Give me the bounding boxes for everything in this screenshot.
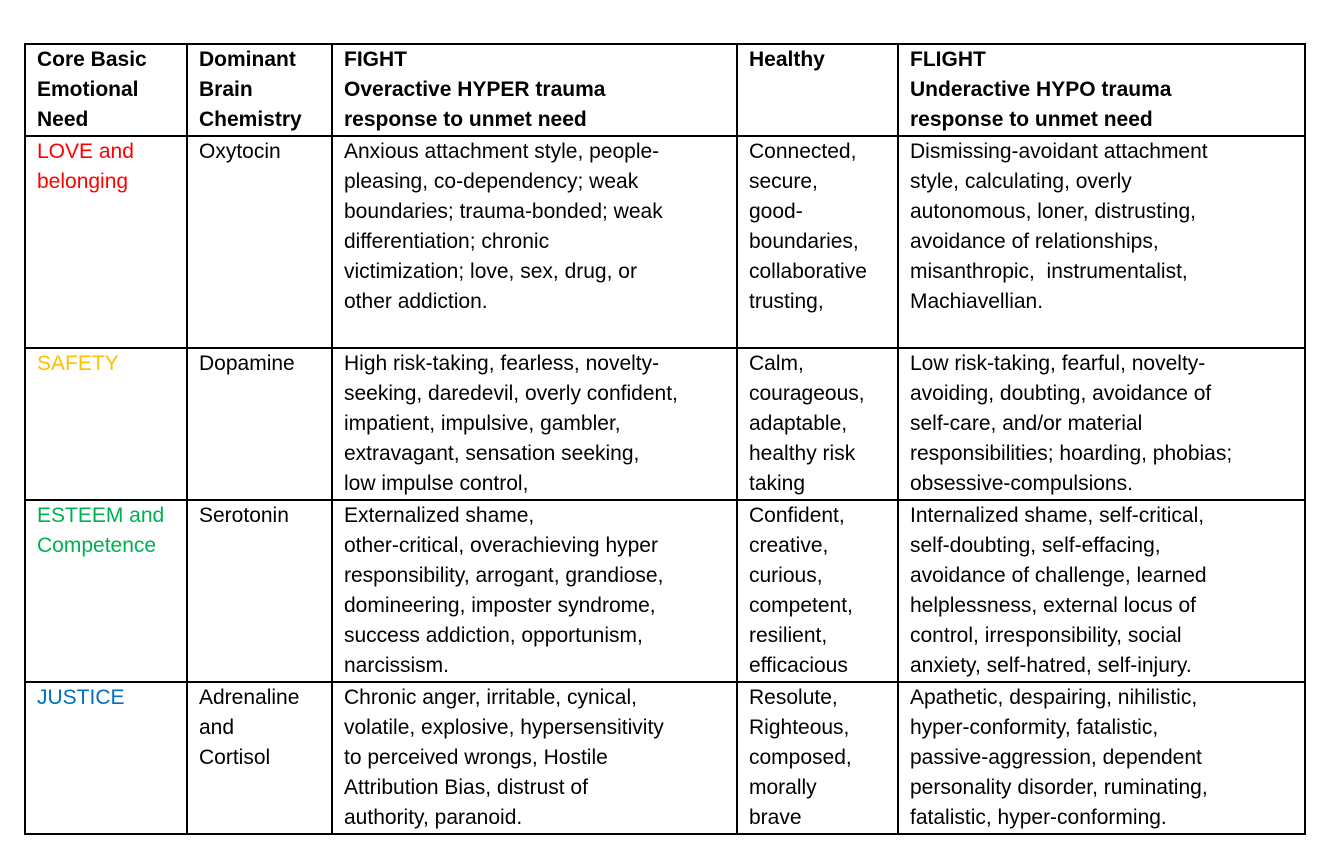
cell-fight bbox=[332, 348, 737, 500]
healthy-text: Connected, bbox=[749, 140, 857, 163]
healthy-text: good- bbox=[749, 200, 803, 223]
fight-text: volatile, explosive, hypersensitivity bbox=[344, 716, 664, 739]
cell-healthy bbox=[737, 682, 898, 834]
flight-text: avoiding, doubting, avoidance of bbox=[910, 382, 1212, 405]
need-label: Competence bbox=[37, 534, 157, 557]
header-core-need bbox=[25, 44, 187, 136]
flight-text: self-doubting, self-effacing, bbox=[910, 534, 1161, 557]
healthy-text: collaborative bbox=[749, 260, 867, 283]
header-text: FIGHT bbox=[344, 48, 407, 71]
need-label: LOVE and bbox=[37, 140, 134, 163]
fight-text: pleasing, co-dependency; weak bbox=[344, 170, 639, 193]
healthy-text: brave bbox=[749, 806, 802, 829]
cell-need bbox=[25, 348, 187, 500]
fight-text: other-critical, overachieving hyper bbox=[344, 534, 658, 557]
flight-text: Dismissing-avoidant attachment bbox=[910, 140, 1208, 163]
healthy-text: morally bbox=[749, 776, 817, 799]
flight-text: fatalistic, hyper-conforming. bbox=[910, 806, 1167, 829]
table-row-justice bbox=[25, 682, 1305, 834]
table-row-love bbox=[25, 136, 1305, 348]
chemistry-text: Oxytocin bbox=[199, 140, 281, 163]
header-text: Brain bbox=[199, 78, 253, 101]
flight-text: Machiavellian. bbox=[910, 290, 1044, 313]
cell-flight bbox=[898, 136, 1305, 348]
healthy-text: composed, bbox=[749, 746, 852, 769]
flight-text: personality disorder, ruminating, bbox=[910, 776, 1208, 799]
healthy-text: healthy risk bbox=[749, 442, 856, 465]
cell-need bbox=[25, 682, 187, 834]
flight-text: Low risk-taking, fearful, novelty- bbox=[910, 352, 1206, 375]
chemistry-text: Adrenaline bbox=[199, 686, 300, 709]
healthy-text: Righteous, bbox=[749, 716, 850, 739]
cell-flight bbox=[898, 500, 1305, 682]
flight-text: responsibilities; hoarding, phobias; bbox=[910, 442, 1233, 465]
chemistry-text: Dopamine bbox=[199, 352, 295, 375]
fight-text: Chronic anger, irritable, cynical, bbox=[344, 686, 637, 709]
flight-text: obsessive-compulsions. bbox=[910, 472, 1133, 495]
flight-text: control, irresponsibility, social bbox=[910, 624, 1182, 647]
flight-text: helplessness, external locus of bbox=[910, 594, 1196, 617]
fight-text: Attribution Bias, distrust of bbox=[344, 776, 588, 799]
cell-flight bbox=[898, 348, 1305, 500]
healthy-text: courageous, bbox=[749, 382, 865, 405]
need-label: JUSTICE bbox=[37, 686, 125, 709]
fight-text: High risk-taking, fearless, novelty- bbox=[344, 352, 660, 375]
flight-text: avoidance of challenge, learned bbox=[910, 564, 1207, 587]
table-row-safety bbox=[25, 348, 1305, 500]
header-text: Overactive HYPER trauma bbox=[344, 78, 606, 101]
fight-text: extravagant, sensation seeking, bbox=[344, 442, 640, 465]
cell-chemistry bbox=[187, 500, 332, 682]
healthy-text: trusting, bbox=[749, 290, 824, 313]
header-brain-chemistry bbox=[187, 44, 332, 136]
emotional-needs-table bbox=[24, 43, 1306, 835]
fight-text: other addiction. bbox=[344, 290, 488, 313]
cell-flight bbox=[898, 682, 1305, 834]
healthy-text: taking bbox=[749, 472, 806, 495]
chemistry-text: Cortisol bbox=[199, 746, 271, 769]
header-text: FLIGHT bbox=[910, 48, 986, 71]
header-text: response to unmet need bbox=[910, 108, 1153, 131]
fight-text: seeking, daredevil, overly confident, bbox=[344, 382, 678, 405]
cell-need bbox=[25, 136, 187, 348]
header-text: response to unmet need bbox=[344, 108, 587, 131]
fight-text: differentiation; chronic bbox=[344, 230, 550, 253]
healthy-text: Calm, bbox=[749, 352, 804, 375]
flight-text: style, calculating, overly bbox=[910, 170, 1132, 193]
flight-text: self-care, and/or material bbox=[910, 412, 1143, 435]
header-text: Healthy bbox=[749, 48, 825, 71]
healthy-text: curious, bbox=[749, 564, 823, 587]
fight-text: Anxious attachment style, people- bbox=[344, 140, 660, 163]
flight-text: misanthropic, instrumentalist, bbox=[910, 260, 1188, 283]
healthy-text: secure, bbox=[749, 170, 818, 193]
chemistry-text: and bbox=[199, 716, 235, 739]
cell-need bbox=[25, 500, 187, 682]
healthy-text: Resolute, bbox=[749, 686, 838, 709]
fight-text: victimization; love, sex, drug, or bbox=[344, 260, 637, 283]
healthy-text: resilient, bbox=[749, 624, 828, 647]
flight-text: anxiety, self-hatred, self-injury. bbox=[910, 654, 1192, 677]
header-row bbox=[25, 44, 1305, 136]
healthy-text: efficacious bbox=[749, 654, 848, 677]
cell-healthy bbox=[737, 136, 898, 348]
fight-text: low impulse control, bbox=[344, 472, 529, 495]
need-label: ESTEEM and bbox=[37, 504, 165, 527]
cell-fight bbox=[332, 682, 737, 834]
healthy-text: adaptable, bbox=[749, 412, 848, 435]
flight-text: autonomous, loner, distrusting, bbox=[910, 200, 1197, 223]
fight-text: success addiction, opportunism, bbox=[344, 624, 643, 647]
fight-text: impatient, impulsive, gambler, bbox=[344, 412, 621, 435]
header-text: Emotional bbox=[37, 78, 139, 101]
header-text: Chemistry bbox=[199, 108, 302, 131]
flight-text: Apathetic, despairing, nihilistic, bbox=[910, 686, 1198, 709]
header-flight bbox=[898, 44, 1305, 136]
flight-text: avoidance of relationships, bbox=[910, 230, 1159, 253]
cell-chemistry bbox=[187, 682, 332, 834]
cell-fight bbox=[332, 500, 737, 682]
cell-healthy bbox=[737, 500, 898, 682]
need-label: belonging bbox=[37, 170, 129, 193]
header-text: Dominant bbox=[199, 48, 296, 71]
cell-healthy bbox=[737, 348, 898, 500]
fight-text: responsibility, arrogant, grandiose, bbox=[344, 564, 664, 587]
healthy-text: boundaries, bbox=[749, 230, 859, 253]
fight-text: boundaries; trauma-bonded; weak bbox=[344, 200, 663, 223]
flight-text: Internalized shame, self-critical, bbox=[910, 504, 1205, 527]
need-label: SAFETY bbox=[37, 352, 119, 375]
header-healthy bbox=[737, 44, 898, 136]
healthy-text: Confident, bbox=[749, 504, 845, 527]
cell-fight bbox=[332, 136, 737, 348]
healthy-text: competent, bbox=[749, 594, 853, 617]
cell-chemistry bbox=[187, 348, 332, 500]
fight-text: to perceived wrongs, Hostile bbox=[344, 746, 608, 769]
cell-chemistry bbox=[187, 136, 332, 348]
fight-text: domineering, imposter syndrome, bbox=[344, 594, 656, 617]
header-text: Underactive HYPO trauma bbox=[910, 78, 1172, 101]
header-fight bbox=[332, 44, 737, 136]
chemistry-text: Serotonin bbox=[199, 504, 289, 527]
header-text: Core Basic bbox=[37, 48, 147, 71]
fight-text: Externalized shame, bbox=[344, 504, 535, 527]
fight-text: narcissism. bbox=[344, 654, 450, 677]
fight-text: authority, paranoid. bbox=[344, 806, 523, 829]
flight-text: passive-aggression, dependent bbox=[910, 746, 1202, 769]
healthy-text: creative, bbox=[749, 534, 829, 557]
header-text: Need bbox=[37, 108, 89, 131]
flight-text: hyper-conformity, fatalistic, bbox=[910, 716, 1159, 739]
table-row-esteem bbox=[25, 500, 1305, 682]
